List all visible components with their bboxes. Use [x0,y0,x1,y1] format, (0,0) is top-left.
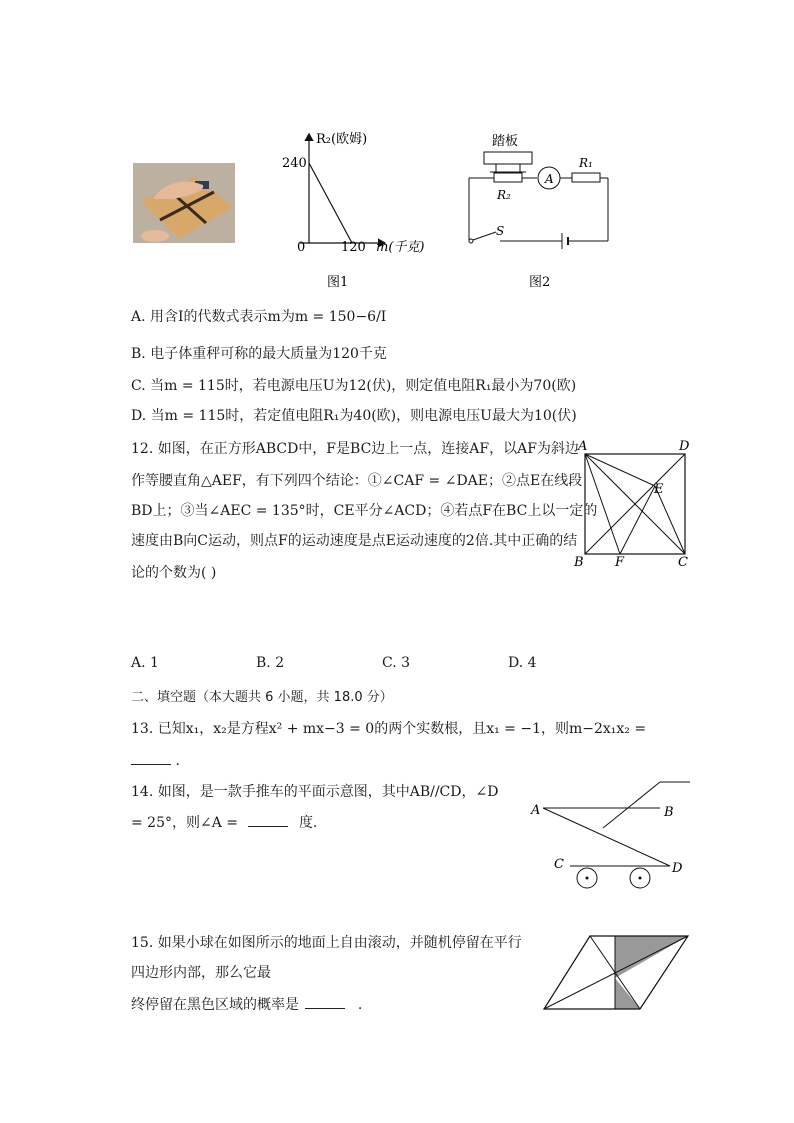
cart-figure [525,778,700,893]
q15-blank[interactable] [305,994,345,1009]
q12-option-b: B. 2 [256,655,285,671]
q11-option-a: A. 用含I的代数式表示m为m = 150−6/I [131,309,387,325]
q13-text: 13. 已知x₁，x₂是方程x² + mx−3 = 0的两个实数根，且x₁ = −1，则m−2x₁x₂ = [131,721,647,737]
y-tick-label: 240 [282,156,307,171]
x-tick-label: 120 [341,240,366,255]
q14-line-2b: 度. [298,815,318,831]
switch [473,232,496,240]
x-axis-label: m(千克) [376,240,425,255]
q13-answer-line [131,750,180,769]
resistor-r2 [494,173,522,182]
q14-blank[interactable] [248,812,288,827]
q13-tail: . [175,753,180,769]
square-figure [570,436,700,576]
q12-line-1: 12. 如图，在正方形ABCD中，F是BC边上一点，连接AF，以AF为斜边 [131,441,579,457]
scale-photo [133,163,235,243]
pedal [484,152,532,164]
q12-line-2: 作等腰直角△AEF，有下列四个结论：①∠CAF = ∠DAE；②点E在线段 [131,473,583,489]
q12-line-5: 论的个数为( ) [131,565,217,581]
q15-line-3b: . [357,997,363,1013]
q13-blank[interactable] [131,750,171,765]
q15-line-2: 四边形内部，那么它最 [131,965,271,981]
q12-option-c: C. 3 [382,655,411,671]
graph-figure [280,128,440,298]
q12-option-a: A. 1 [131,655,159,671]
circuit-figure [460,128,620,298]
q11-option-b: B. 电子体重秤可称的最大质量为120千克 [131,346,387,362]
label-e: E [654,482,664,497]
cart-label-a: A [531,803,541,818]
q14-line-2 [131,812,317,832]
q15-line-3a: 终停留在黑色区域的概率是 [131,997,299,1013]
parallelogram-figure [540,930,695,1015]
cart-label-c: C [554,857,564,872]
scale-photo-illustration [133,163,235,243]
q12-option-d: D. 4 [508,655,537,671]
graph-line [309,163,352,243]
y-axis-label: R₂(欧姆) [316,132,368,147]
cart-label-d: D [672,861,683,876]
q15-line-3 [131,994,362,1014]
label-d: D [679,439,690,454]
switch-contact [469,239,473,243]
figure2-caption: 图2 [529,275,551,290]
origin-label: 0 [297,240,306,255]
figure1-caption: 图1 [327,275,349,290]
q12-line-4: 速度由B向C运动，则点F的运动速度是点E运动速度的2倍.其中正确的结 [131,533,578,549]
cart-label-b: B [664,805,674,820]
r1-label: R₁ [579,156,593,170]
label-c: C [678,555,688,570]
q14-line-2a: = 25°，则∠A = [131,815,239,831]
q11-option-c: C. 当m = 115时，若电源电压U为12(伏)，则定值电阻R₁最小为70(欧) [131,378,577,394]
label-b: B [574,555,584,570]
q12-line-3: BD上；③当∠AEC = 135°时，CE平分∠ACD；④若点F在BC上以一定的 [131,503,598,519]
section-2-heading: 二、填空题（本大题共 6 小题，共 18.0 分） [131,690,393,705]
resistor-r1 [572,173,600,182]
q11-option-d: D. 当m = 115时，若定值电阻R₁为40(欧)，则电源电压U最大为10(伏) [131,408,577,424]
q15-line-1: 15. 如果小球在如图所示的地面上自由滚动，并随机停留在平行 [131,935,522,951]
pedal-label: 踏板 [492,134,519,149]
ammeter-label: A [545,172,554,186]
r2-label: R₂ [497,188,511,202]
label-a: A [578,439,588,454]
shaded-region-top [615,936,688,978]
label-f: F [615,555,625,570]
q14-line-1: 14. 如图，是一款手推车的平面示意图，其中AB//CD，∠D [131,784,499,800]
switch-label: S [496,224,505,238]
